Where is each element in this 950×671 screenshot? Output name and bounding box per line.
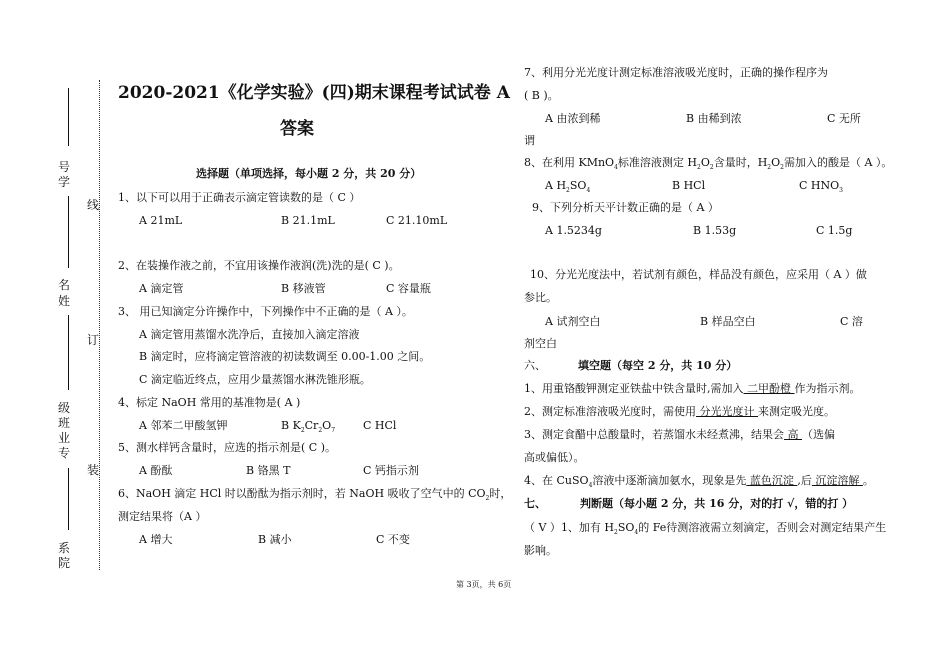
option: C 滴定临近终点，应用少量蒸馏水淋洗锥形瓶。 bbox=[139, 373, 371, 386]
binding-label: 班 bbox=[58, 416, 71, 430]
binding-rule bbox=[68, 88, 69, 146]
binding-label: 级 bbox=[58, 401, 71, 415]
section-heading-choice: 选择题（单项选择，每小题 2 分，共 20 分） bbox=[196, 167, 422, 180]
option: B 样品空白 bbox=[700, 315, 756, 328]
option: C HCl bbox=[363, 419, 397, 432]
question-8: 8、在利用 KMnO$_4$标准溶液测定 $H_2O_2$含量时，$H_2O_2$需加入的酸是（ A ）。 bbox=[524, 156, 893, 171]
question-6: 6、NaOH 滴定 HCl 时以酚酞为指示剂时，若 NaOH 吸收了空气中的 $CO_2$时， bbox=[118, 487, 512, 502]
fill-question-4: 4、在 CuSO$_4$溶液中逐渐滴加氨水，现象是先 蓝色沉淀 ,后 沉淀溶解 。 bbox=[524, 474, 874, 489]
option-wrap: 谓 bbox=[524, 134, 535, 147]
binding-mark-order: 订 bbox=[87, 333, 100, 347]
option: C 钙指示剂 bbox=[363, 464, 419, 477]
binding-rule bbox=[68, 315, 69, 390]
page-footer: 第 3页，共 6页 bbox=[456, 580, 512, 589]
question-3: 3、 用已知滴定分许操作中，下列操作中不正确的是（ A ）。 bbox=[118, 305, 413, 318]
section-heading-fill: 填空题（每空 2 分，共 10 分） bbox=[578, 359, 738, 372]
option: C 容量瓶 bbox=[386, 282, 431, 295]
option: B 滴定时，应将滴定管溶液的初读数调至 0.00-1.00 之间。 bbox=[139, 350, 431, 363]
option: B 移液管 bbox=[281, 282, 326, 295]
option: A 试剂空白 bbox=[545, 315, 601, 328]
binding-rule bbox=[68, 196, 69, 268]
section-heading-judge: 判断题（每小题 2 分，共 16 分，对的打 √，错的打 ） bbox=[580, 497, 854, 510]
option-k2cr2o7: B $K_2Cr_2O_7$ bbox=[281, 419, 336, 434]
option: B 减小 bbox=[258, 533, 292, 546]
option: C 不变 bbox=[376, 533, 410, 546]
binding-label: 系 bbox=[58, 541, 71, 555]
option-h2so4: A $H_2SO_4$ bbox=[545, 179, 591, 194]
option: A 增大 bbox=[139, 533, 173, 546]
option: A 由浓到稀 bbox=[545, 112, 601, 125]
option: B 1.53g bbox=[693, 224, 737, 237]
binding-label: 院 bbox=[58, 556, 71, 570]
option: A 21mL bbox=[139, 214, 183, 227]
question-10-line2: 参比。 bbox=[524, 291, 557, 304]
option: B 21.1mL bbox=[281, 214, 335, 227]
question-5: 5、测水样钙含量时，应选的指示剂是( C )。 bbox=[118, 441, 336, 454]
option: C 21.10mL bbox=[386, 214, 448, 227]
fill-question-1: 1、用重铬酸钾测定亚铁盐中铁含量时,需加入 二甲酚橙 作为指示剂。 bbox=[524, 382, 861, 395]
option: A 滴定管用蒸馏水洗净后，直接加入滴定溶液 bbox=[139, 328, 360, 341]
binding-label: 名 bbox=[58, 278, 71, 292]
binding-label: 姓 bbox=[58, 294, 71, 308]
section-number-judge: 七、 bbox=[524, 497, 546, 510]
question-2: 2、在装操作液之前，不宜用该操作液润(洗)洗的是( C )。 bbox=[118, 259, 400, 272]
question-7: 7、利用分光光度计测定标准溶液吸光度时，正确的操作程序为 bbox=[524, 66, 828, 79]
binding-label: 业 bbox=[58, 431, 71, 445]
option: B 铬黑 T bbox=[246, 464, 291, 477]
option: A 酚酞 bbox=[139, 464, 173, 477]
option: C 无所 bbox=[827, 112, 861, 125]
option: C 1.5g bbox=[816, 224, 853, 237]
option: B 由稀到浓 bbox=[686, 112, 742, 125]
section-number-fill: 六、 bbox=[524, 359, 546, 372]
question-6-line2: 测定结果将（A ） bbox=[118, 510, 207, 523]
binding-dotted-line bbox=[99, 80, 100, 570]
binding-label: 专 bbox=[58, 446, 71, 460]
option: C 溶 bbox=[840, 315, 863, 328]
fill-question-2: 2、测定标准溶液吸光度时，需使用 分光光度计 来测定吸光度。 bbox=[524, 405, 835, 418]
fill-question-3-line2: 高或偏低）。 bbox=[524, 451, 585, 464]
binding-rule bbox=[68, 468, 69, 530]
binding-label: 学 bbox=[58, 175, 71, 189]
exam-title-answer: 答案 bbox=[280, 119, 314, 139]
question-7-line2: ( B )。 bbox=[524, 89, 559, 102]
question-1: 1、以下可以用于正确表示滴定管读数的是（ C ） bbox=[118, 191, 361, 204]
question-4: 4、标定 NaOH 常用的基准物是( A ) bbox=[118, 396, 301, 409]
question-10: 10、分光光度法中，若试剂有颜色，样品没有颜色，应采用（ A ）做 bbox=[530, 268, 867, 281]
question-9: 9、下列分析天平计数正确的是（ A ） bbox=[532, 201, 719, 214]
binding-label: 号 bbox=[58, 160, 71, 174]
option-hno3: C $HNO_3$ bbox=[799, 179, 843, 194]
option: A 1.5234g bbox=[545, 224, 602, 237]
judge-question-1-line2: 影响。 bbox=[524, 544, 557, 557]
option: A 邻苯二甲酸氢钾 bbox=[139, 419, 228, 432]
judge-question-1: （ V ）1、加有 $H_2SO_4$的 Fe待测溶液需立刻滴定，否则会对测定结果产生 bbox=[524, 521, 887, 536]
binding-mark-line: 线 bbox=[87, 198, 100, 212]
binding-mark-bind: 装 bbox=[87, 463, 100, 477]
option-wrap: 剂空白 bbox=[524, 337, 557, 350]
option: B HCl bbox=[672, 179, 706, 192]
fill-question-3: 3、测定食醋中总酸量时，若蒸馏水未经煮沸，结果会 高 （选偏 bbox=[524, 428, 835, 441]
option: A 滴定管 bbox=[139, 282, 184, 295]
exam-title: 2020-2021《化学实验》(四)期末课程考试试卷 A bbox=[118, 83, 510, 103]
